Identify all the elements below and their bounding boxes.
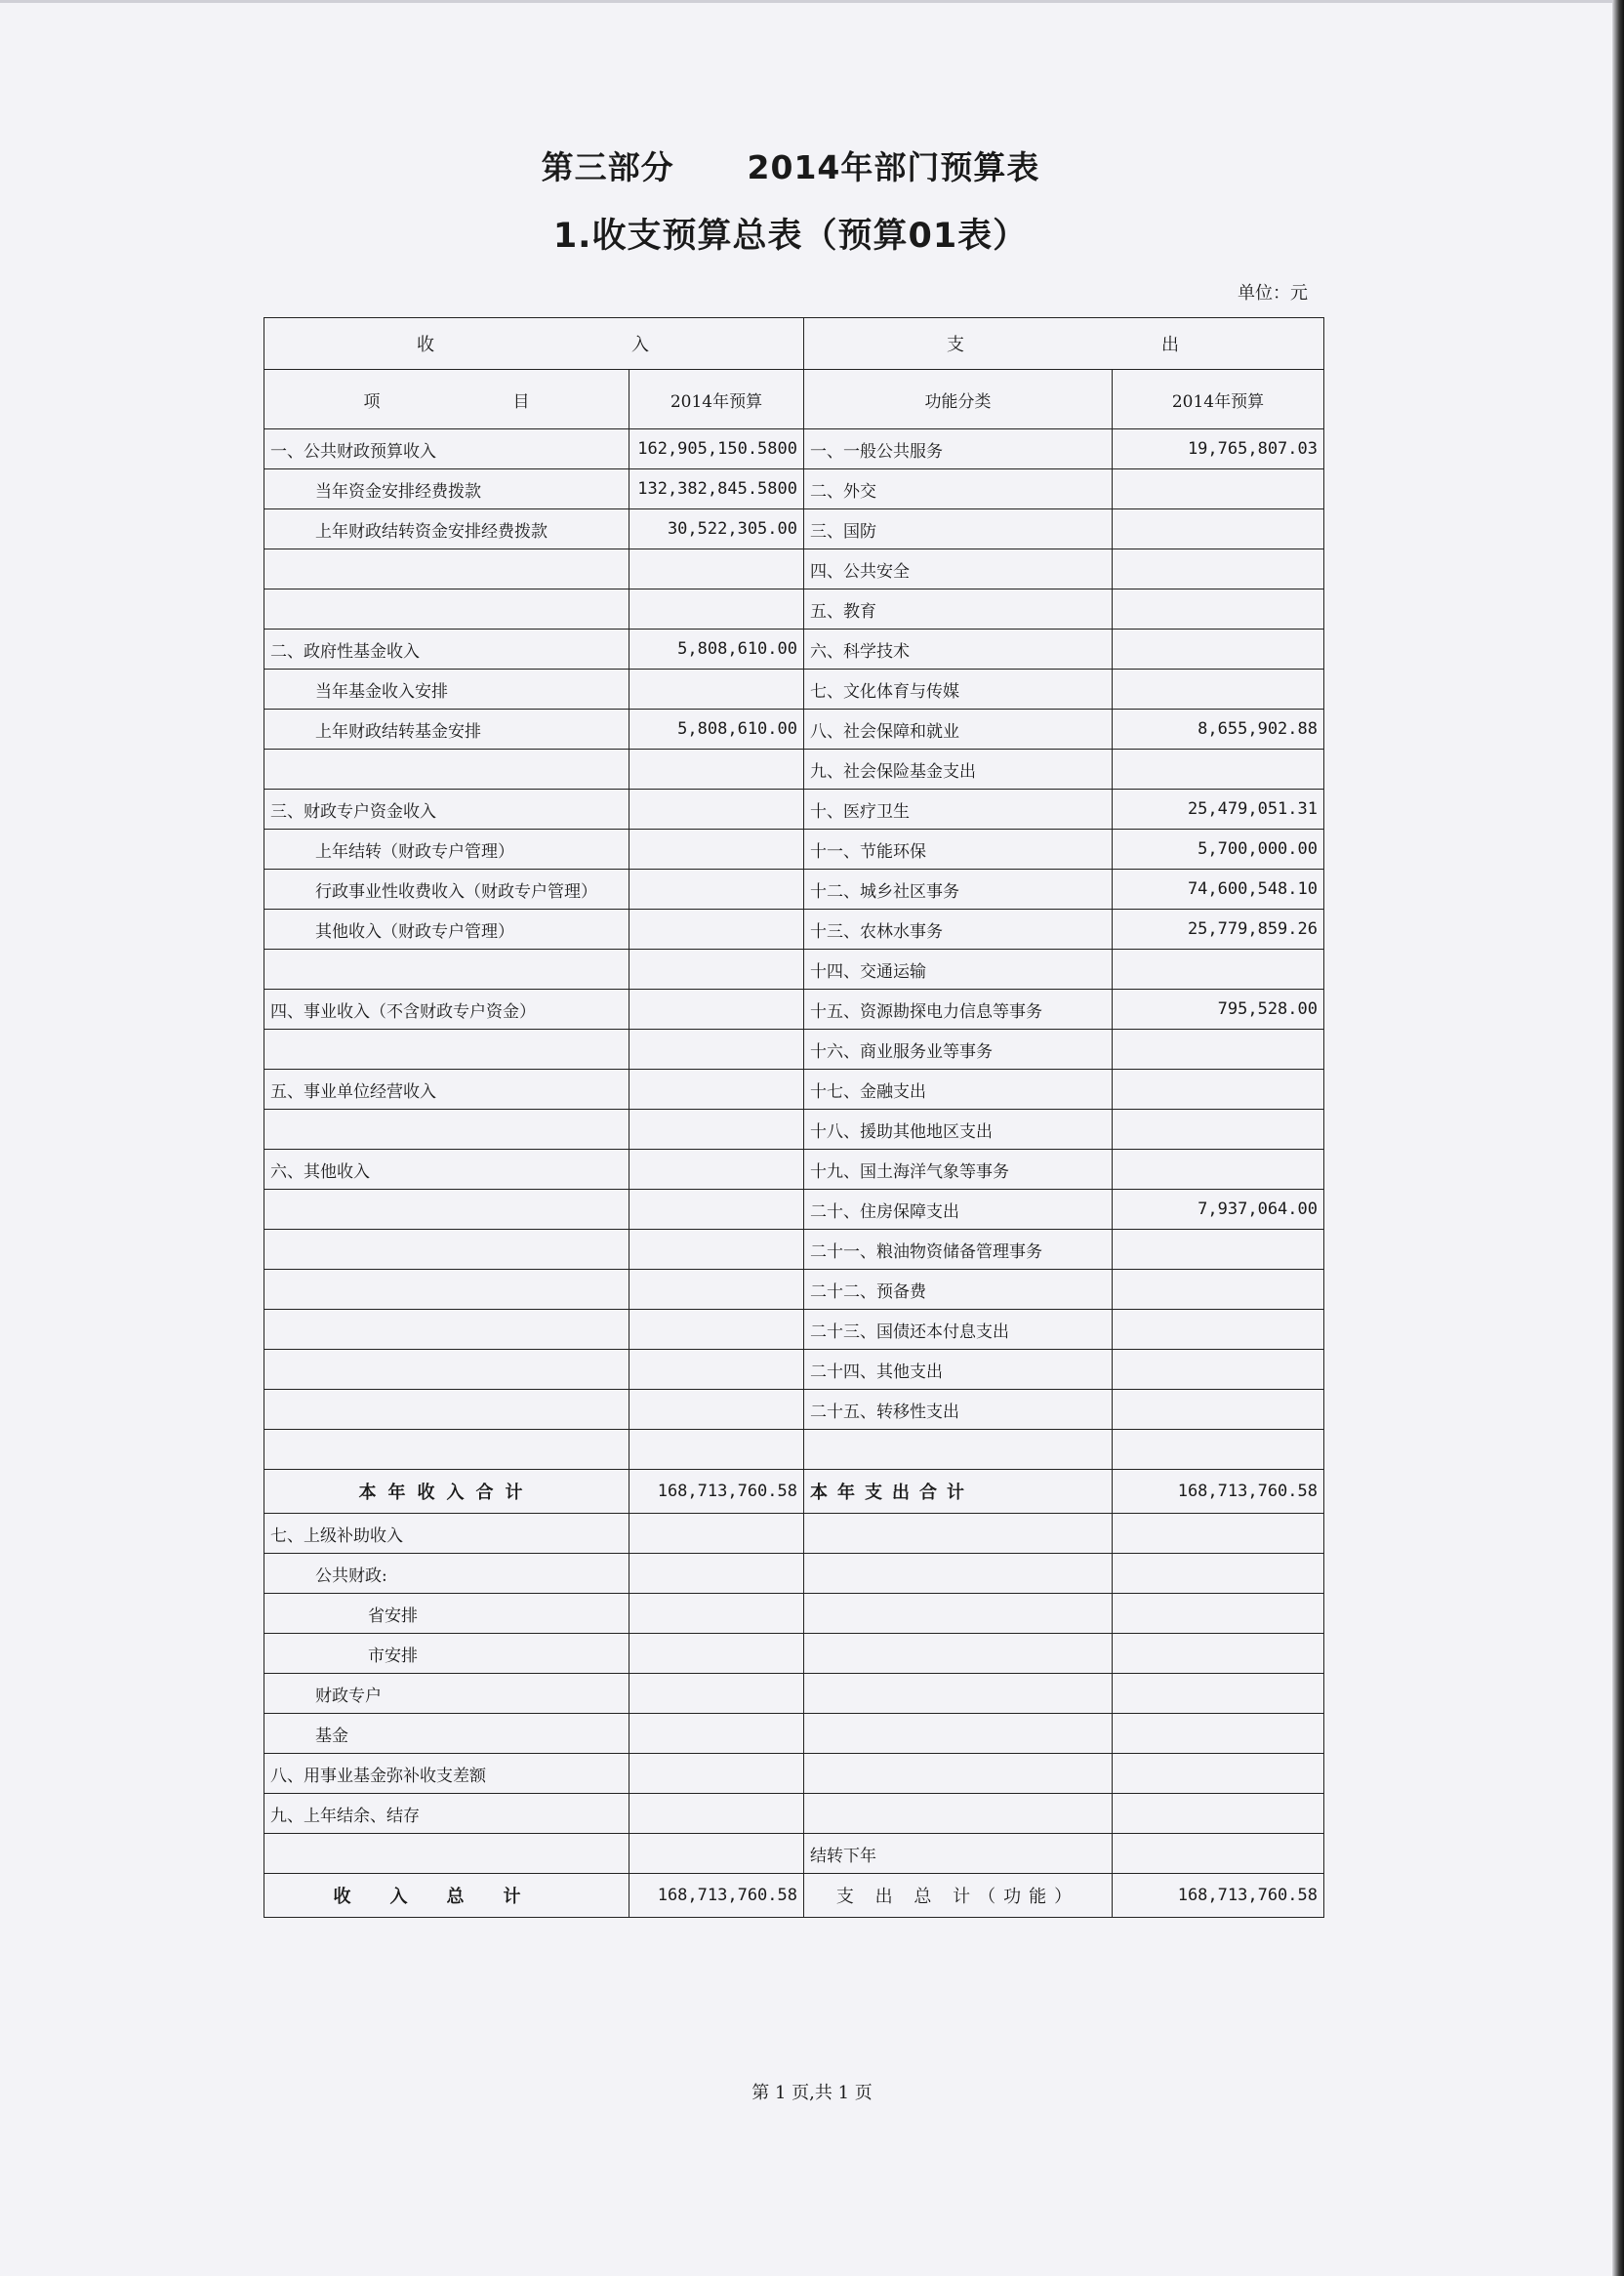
expense-item-label: 十一、节能环保 <box>804 830 1113 870</box>
income-budget-value <box>629 1834 804 1874</box>
expense-item-label: 二十四、其他支出 <box>804 1350 1113 1390</box>
income-budget-value <box>629 790 804 830</box>
expense-item-label: 二十一、粮油物资储备管理事务 <box>804 1230 1113 1270</box>
table-row <box>264 670 1324 710</box>
income-budget-value: 5,808,610.00 <box>629 710 804 750</box>
table-row <box>264 1110 1324 1150</box>
income-item-label <box>264 1230 629 1270</box>
income-item-label: 当年资金安排经费拨款 <box>264 469 629 509</box>
income-budget-value <box>629 1230 804 1270</box>
table-row <box>264 990 1324 1030</box>
expense-budget-value <box>1113 1594 1324 1634</box>
expense-item-label <box>804 1554 1113 1594</box>
table-row <box>264 1794 1324 1834</box>
expense-item-label: 二十二、预备费 <box>804 1270 1113 1310</box>
expense-budget-value <box>1113 549 1324 589</box>
column-header-expense-budget: 2014年预算 <box>1113 370 1324 429</box>
expense-item-label: 十六、商业服务业等事务 <box>804 1030 1113 1070</box>
table-row <box>264 1514 1324 1554</box>
table-row <box>264 710 1324 750</box>
table-row <box>264 1634 1324 1674</box>
budget-summary-table <box>264 317 1324 1918</box>
income-item-label <box>264 950 629 990</box>
table-row <box>264 1310 1324 1350</box>
table-row <box>264 1594 1324 1634</box>
expense-budget-value <box>1113 1794 1324 1834</box>
expense-budget-value: 8,655,902.88 <box>1113 710 1324 750</box>
expense-budget-value <box>1113 1150 1324 1190</box>
income-budget-value <box>629 1190 804 1230</box>
table-row <box>264 630 1324 670</box>
income-item-label: 八、用事业基金弥补收支差额 <box>264 1754 629 1794</box>
income-budget-value <box>629 950 804 990</box>
table-row <box>264 549 1324 589</box>
expense-item-label: 四、公共安全 <box>804 549 1113 589</box>
income-item-label: 六、其他收入 <box>264 1150 629 1190</box>
expense-budget-value <box>1113 469 1324 509</box>
table-row <box>264 1834 1324 1874</box>
table-row <box>264 1150 1324 1190</box>
expense-item-label <box>804 1714 1113 1754</box>
expense-item-label: 十八、援助其他地区支出 <box>804 1110 1113 1150</box>
income-item-label <box>264 1190 629 1230</box>
column-header-income-budget: 2014年预算 <box>629 370 804 429</box>
year-income-total-value: 168,713,760.58 <box>629 1470 804 1514</box>
income-item-label: 一、公共财政预算收入 <box>264 429 629 469</box>
income-item-label: 九、上年结余、结存 <box>264 1794 629 1834</box>
table-title: 1.收支预算总表（预算01表） <box>552 217 1029 256</box>
expense-item-label: 一、一般公共服务 <box>804 429 1113 469</box>
income-budget-value <box>629 1794 804 1834</box>
expense-budget-value <box>1113 1834 1324 1874</box>
expense-budget-value: 25,779,859.26 <box>1113 910 1324 950</box>
income-item-label <box>264 589 629 630</box>
income-budget-value: 5,808,610.00 <box>629 630 804 670</box>
table-row <box>264 1190 1324 1230</box>
expense-item-label: 二十、住房保障支出 <box>804 1190 1113 1230</box>
income-budget-value <box>629 870 804 910</box>
table-row <box>264 429 1324 469</box>
expense-item-label: 十七、金融支出 <box>804 1070 1113 1110</box>
expense-budget-value: 19,765,807.03 <box>1113 429 1324 469</box>
income-item-label: 行政事业性收费收入（财政专户管理） <box>264 870 629 910</box>
expense-budget-value: 5,700,000.00 <box>1113 830 1324 870</box>
income-budget-value <box>629 1070 804 1110</box>
income-budget-value <box>629 1110 804 1150</box>
income-item-label <box>264 1030 629 1070</box>
expense-budget-value <box>1113 670 1324 710</box>
expense-budget-value <box>1113 630 1324 670</box>
income-budget-value <box>629 1634 804 1674</box>
income-budget-value <box>629 1594 804 1634</box>
income-budget-value <box>629 670 804 710</box>
income-budget-value <box>629 910 804 950</box>
income-item-label: 其他收入（财政专户管理） <box>264 910 629 950</box>
year-expense-total-label: 本年支出合计 <box>804 1470 1113 1514</box>
income-budget-value <box>629 1754 804 1794</box>
expense-budget-value <box>1113 1350 1324 1390</box>
income-budget-value: 132,382,845.5800 <box>629 469 804 509</box>
table-row <box>264 1754 1324 1794</box>
expense-item-label <box>804 1794 1113 1834</box>
expense-budget-value: 7,937,064.00 <box>1113 1190 1324 1230</box>
income-budget-value <box>629 589 804 630</box>
column-header-function: 功能分类 <box>804 370 1113 429</box>
expense-budget-value <box>1113 1634 1324 1674</box>
expense-budget-value <box>1113 589 1324 630</box>
expense-item-label <box>804 1754 1113 1794</box>
table-row <box>264 1350 1324 1390</box>
income-budget-value <box>629 1674 804 1714</box>
income-item-label: 省安排 <box>264 1594 629 1634</box>
expense-item-label: 二十五、转移性支出 <box>804 1390 1113 1430</box>
income-budget-value: 162,905,150.5800 <box>629 429 804 469</box>
table-row <box>264 1554 1324 1594</box>
income-budget-value <box>629 1030 804 1070</box>
table-row <box>264 1674 1324 1714</box>
table-row <box>264 1714 1324 1754</box>
income-item-label: 基金 <box>264 1714 629 1754</box>
expense-item-label: 十二、城乡社区事务 <box>804 870 1113 910</box>
income-item-label <box>264 1270 629 1310</box>
expense-item-label <box>804 1594 1113 1634</box>
expense-item-label: 八、社会保障和就业 <box>804 710 1113 750</box>
income-item-label: 上年财政结转资金安排经费拨款 <box>264 509 629 549</box>
year-income-total-label: 本年收入合计 <box>264 1470 629 1514</box>
income-item-label: 四、事业收入（不含财政专户资金） <box>264 990 629 1030</box>
income-item-label <box>264 1310 629 1350</box>
expense-item-label: 结转下年 <box>804 1834 1113 1874</box>
income-item-label <box>264 1430 629 1470</box>
expense-budget-value <box>1113 1030 1324 1070</box>
scan-border-right <box>1612 0 1624 2276</box>
income-item-label: 二、政府性基金收入 <box>264 630 629 670</box>
table-row <box>264 589 1324 630</box>
income-budget-value: 30,522,305.00 <box>629 509 804 549</box>
expense-item-label: 五、教育 <box>804 589 1113 630</box>
table-row <box>264 950 1324 990</box>
expense-grand-total-label: 支 出 总 计（功能） <box>804 1874 1113 1918</box>
expense-item-label <box>804 1514 1113 1554</box>
income-budget-value <box>629 1390 804 1430</box>
income-item-label: 当年基金收入安排 <box>264 670 629 710</box>
income-item-label: 三、财政专户资金收入 <box>264 790 629 830</box>
income-budget-value <box>629 830 804 870</box>
table-header-row-1 <box>264 318 1324 370</box>
expense-budget-value <box>1113 1310 1324 1350</box>
table-header-row-2 <box>264 370 1324 429</box>
expense-item-label: 十五、资源勘探电力信息等事务 <box>804 990 1113 1030</box>
income-budget-value <box>629 1350 804 1390</box>
expense-budget-value <box>1113 1430 1324 1470</box>
unit-label: 单位：元 <box>1238 283 1308 304</box>
expense-item-label <box>804 1430 1113 1470</box>
income-header: 收 入 <box>264 318 804 370</box>
expense-item-label: 十三、农林水事务 <box>804 910 1113 950</box>
expense-budget-value <box>1113 1674 1324 1714</box>
table-row <box>264 750 1324 790</box>
table-row <box>264 830 1324 870</box>
table-row <box>264 1390 1324 1430</box>
income-item-label: 公共财政: <box>264 1554 629 1594</box>
expense-budget-value <box>1113 1270 1324 1310</box>
expense-budget-value <box>1113 1554 1324 1594</box>
expense-item-label: 六、科学技术 <box>804 630 1113 670</box>
income-item-label <box>264 1110 629 1150</box>
scan-border-top <box>0 0 1624 3</box>
income-item-label: 七、上级补助收入 <box>264 1514 629 1554</box>
expense-budget-value <box>1113 509 1324 549</box>
income-budget-value <box>629 750 804 790</box>
expense-item-label <box>804 1634 1113 1674</box>
table-row <box>264 1230 1324 1270</box>
expense-budget-value <box>1113 1390 1324 1430</box>
expense-budget-value <box>1113 1070 1324 1110</box>
expense-item-label: 二、外交 <box>804 469 1113 509</box>
table-row <box>264 1070 1324 1110</box>
expense-budget-value <box>1113 750 1324 790</box>
expense-item-label: 十九、国土海洋气象等事务 <box>804 1150 1113 1190</box>
table-row <box>264 870 1324 910</box>
expense-item-label: 九、社会保险基金支出 <box>804 750 1113 790</box>
grand-total-row <box>264 1874 1324 1918</box>
expense-item-label: 三、国防 <box>804 509 1113 549</box>
expense-item-label <box>804 1674 1113 1714</box>
expense-item-label: 二十三、国债还本付息支出 <box>804 1310 1113 1350</box>
income-grand-total-label: 收入总计 <box>264 1874 629 1918</box>
column-header-item: 项 目 <box>264 370 629 429</box>
income-item-label: 上年财政结转基金安排 <box>264 710 629 750</box>
income-budget-value <box>629 1310 804 1350</box>
expense-header: 支 出 <box>804 318 1324 370</box>
table-row <box>264 1030 1324 1070</box>
income-grand-total-value: 168,713,760.58 <box>629 1874 804 1918</box>
income-budget-value <box>629 1270 804 1310</box>
expense-grand-total-value: 168,713,760.58 <box>1113 1874 1324 1918</box>
income-item-label <box>264 549 629 589</box>
document-title: 第三部分 2014年部门预算表 <box>541 148 1040 186</box>
income-budget-value <box>629 1430 804 1470</box>
expense-budget-value <box>1113 950 1324 990</box>
income-budget-value <box>629 549 804 589</box>
year-expense-total-value: 168,713,760.58 <box>1113 1470 1324 1514</box>
income-budget-value <box>629 1150 804 1190</box>
income-item-label <box>264 1390 629 1430</box>
income-budget-value <box>629 1514 804 1554</box>
income-item-label: 财政专户 <box>264 1674 629 1714</box>
table-row <box>264 1270 1324 1310</box>
expense-budget-value <box>1113 1714 1324 1754</box>
expense-budget-value <box>1113 1110 1324 1150</box>
expense-budget-value <box>1113 1514 1324 1554</box>
expense-item-label: 十、医疗卫生 <box>804 790 1113 830</box>
income-budget-value <box>629 1554 804 1594</box>
expense-item-label: 七、文化体育与传媒 <box>804 670 1113 710</box>
income-item-label: 上年结转（财政专户管理） <box>264 830 629 870</box>
income-item-label <box>264 1350 629 1390</box>
table-row <box>264 1430 1324 1470</box>
income-item-label: 市安排 <box>264 1634 629 1674</box>
expense-budget-value: 795,528.00 <box>1113 990 1324 1030</box>
income-item-label <box>264 1834 629 1874</box>
income-item-label <box>264 750 629 790</box>
expense-budget-value: 25,479,051.31 <box>1113 790 1324 830</box>
income-budget-value <box>629 1714 804 1754</box>
income-budget-value <box>629 990 804 1030</box>
page-footer: 第 1 页,共 1 页 <box>751 2083 873 2103</box>
year-total-row <box>264 1470 1324 1514</box>
table-row <box>264 790 1324 830</box>
income-item-label: 五、事业单位经营收入 <box>264 1070 629 1110</box>
table-row <box>264 910 1324 950</box>
expense-item-label: 十四、交通运输 <box>804 950 1113 990</box>
table-row <box>264 469 1324 509</box>
expense-budget-value: 74,600,548.10 <box>1113 870 1324 910</box>
expense-budget-value <box>1113 1754 1324 1794</box>
expense-budget-value <box>1113 1230 1324 1270</box>
table-row <box>264 509 1324 549</box>
